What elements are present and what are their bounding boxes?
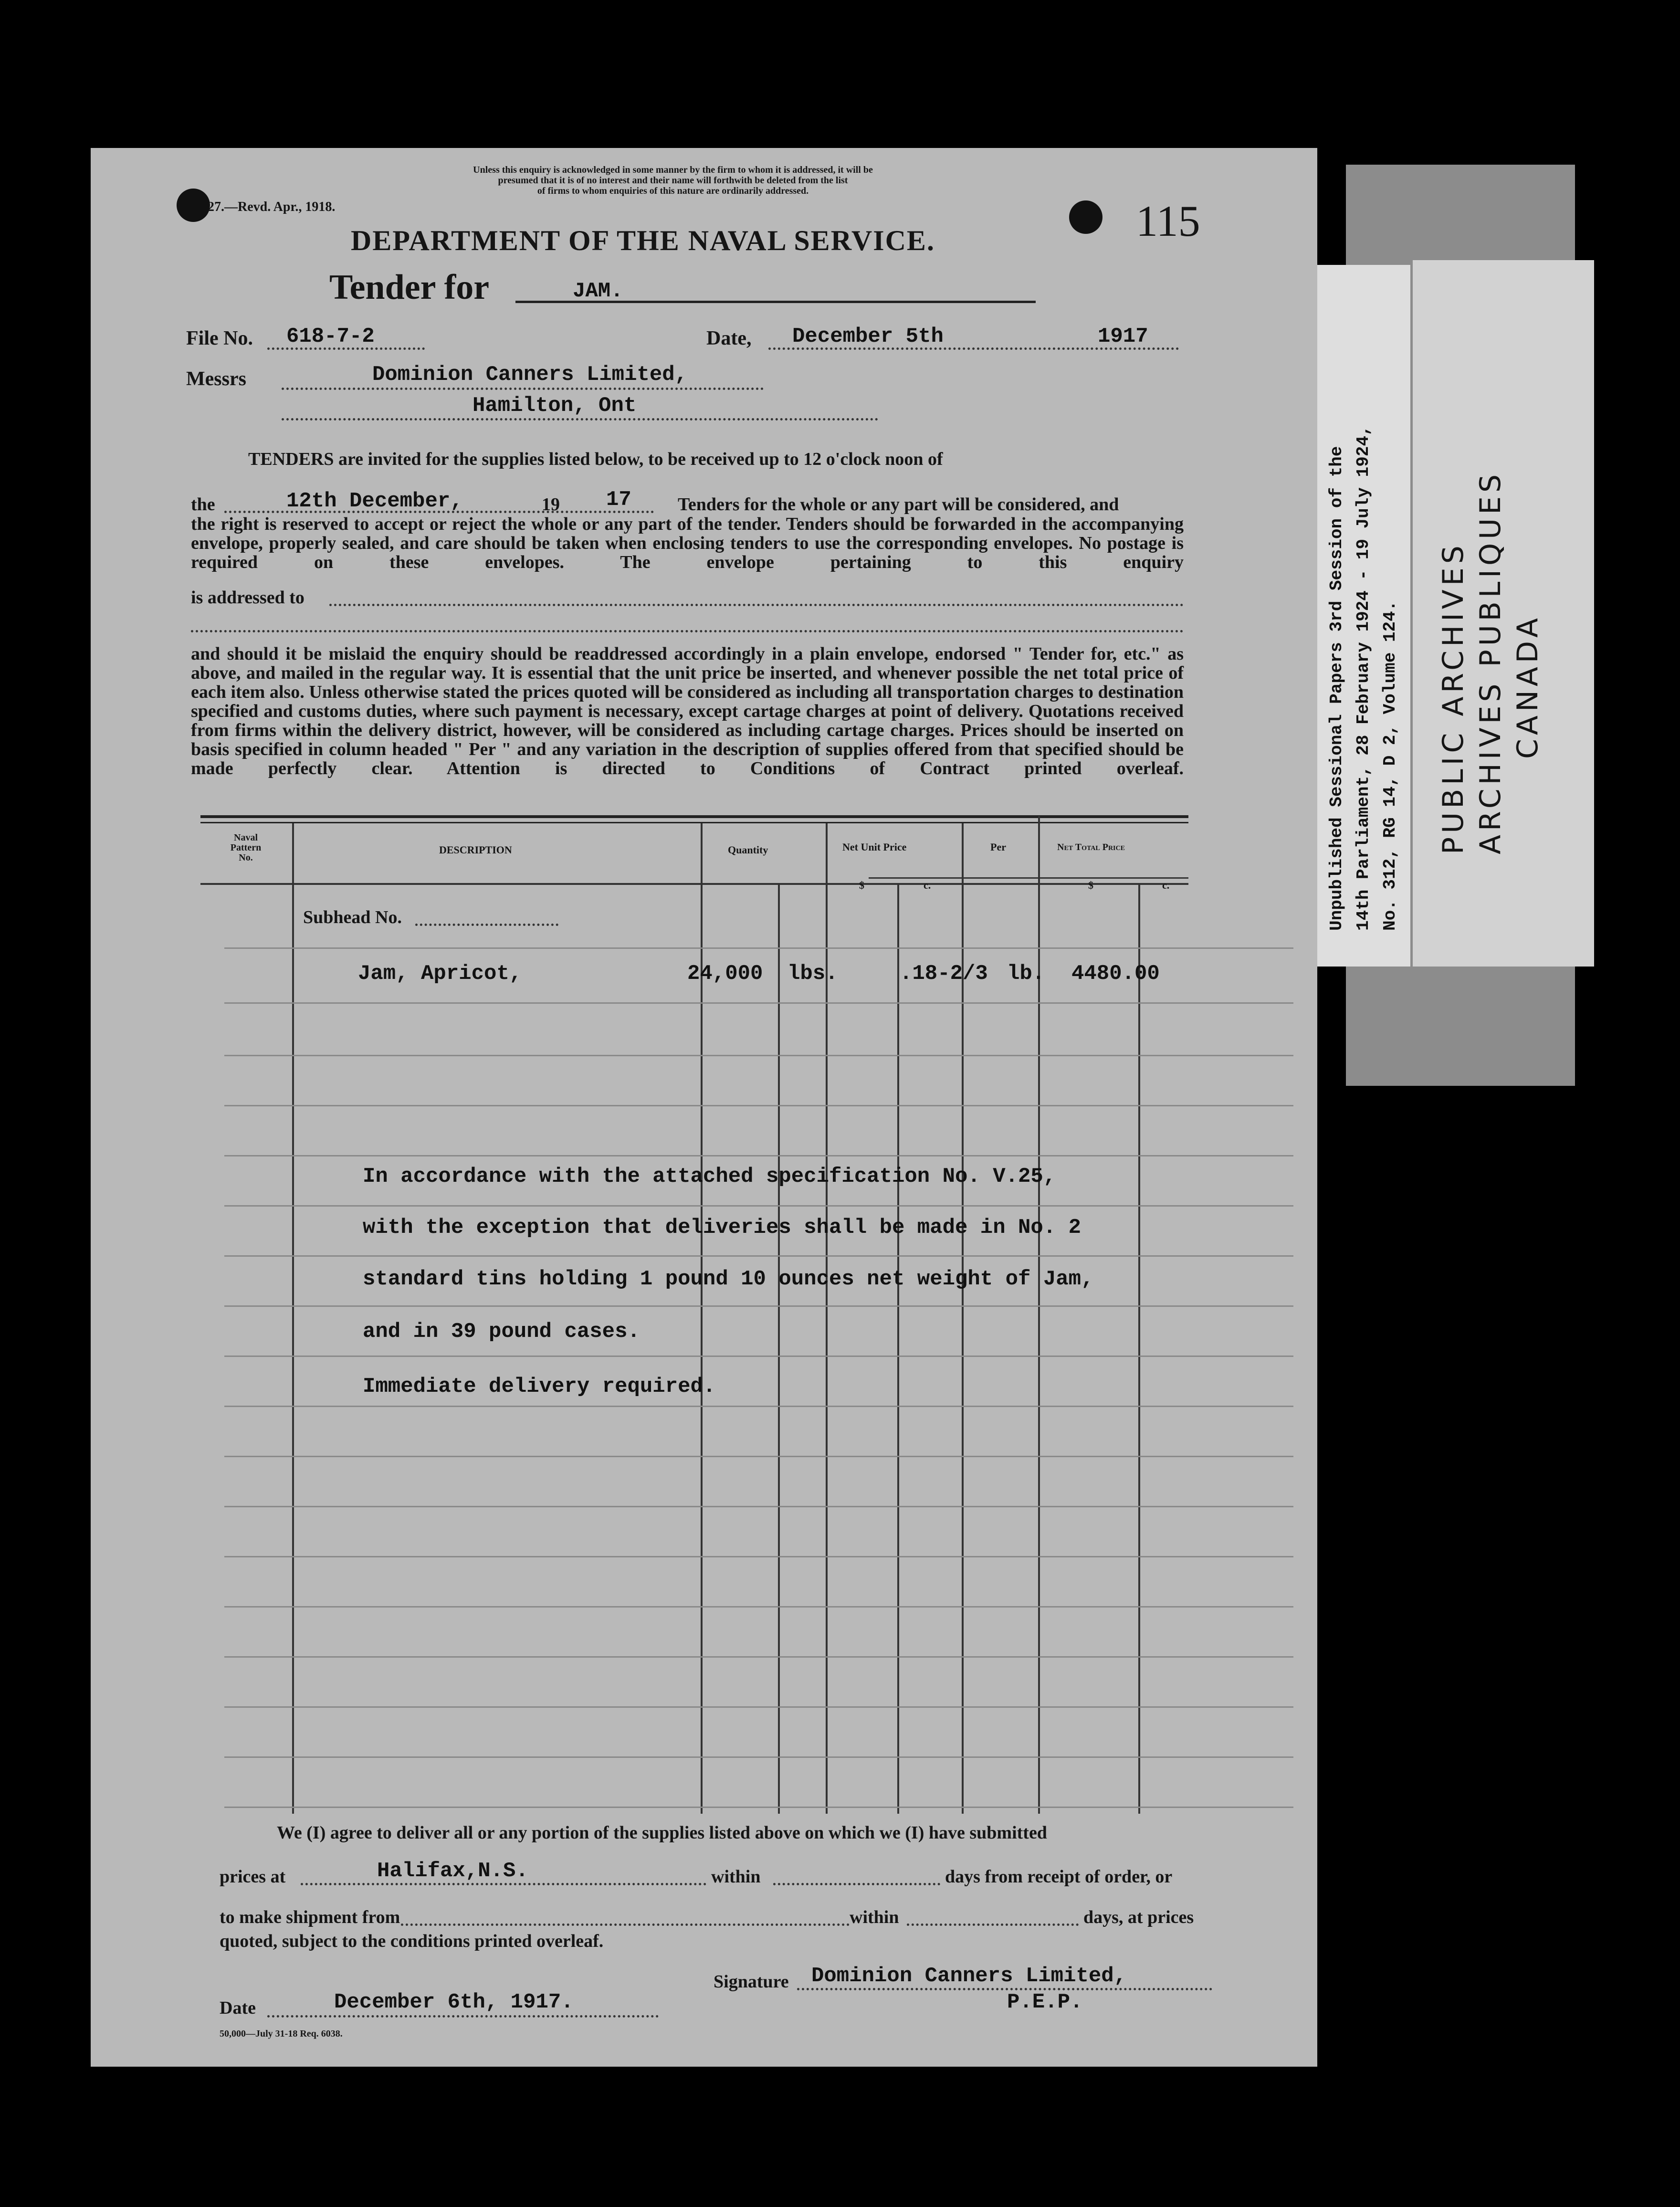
file-no-value: 618-7-2 [286, 325, 375, 348]
archive-stamp-line-1: PUBLIC ARCHIVES [1437, 542, 1470, 854]
date-value: December 5th [792, 325, 944, 348]
ruled-line [224, 1506, 1293, 1507]
messrs-value: Dominion Canners Limited, [372, 363, 688, 387]
print-code: 50,000—July 31-18 Req. 6038. [220, 2028, 343, 2039]
form-code: 27.—Revd. Apr., 1918. [208, 200, 336, 214]
messrs-label: Messrs [186, 368, 246, 390]
item-quantity: 24,000 [687, 962, 763, 986]
received-year-prefix: 19 [542, 494, 560, 515]
signature-dots [797, 1988, 1212, 1990]
agree-line: We (I) agree to deliver all or any portion of the supplies listed above on which we (I) have submitted [277, 1823, 1047, 1843]
archive-stamp-line-2: ARCHIVES PUBLIQUES [1474, 470, 1507, 854]
col-divider-naval [292, 823, 294, 1814]
ruled-line [224, 1406, 1293, 1407]
item-description: Jam, Apricot, [358, 962, 522, 986]
ruled-line [224, 1205, 1293, 1207]
shipment-label: to make shipment from [220, 1907, 400, 1927]
prices-at-label: prices at [220, 1867, 286, 1887]
ruled-line [224, 1556, 1293, 1557]
ruled-line [224, 1656, 1293, 1658]
ruled-line [224, 1105, 1293, 1106]
prices-at-dots [301, 1883, 706, 1885]
messrs-dots-2 [282, 418, 878, 420]
item-per: lb. [1007, 962, 1045, 986]
ruled-line [224, 1756, 1293, 1758]
date2-value: December 6th, 1917. [334, 1990, 574, 2014]
date-label: Date, [706, 327, 752, 349]
messrs-city: Hamilton, Ont [472, 394, 637, 418]
messrs-dots [282, 388, 764, 390]
ruled-line [224, 1356, 1293, 1357]
spec-line-2: with the exception that deliveries shall be made in No. 2 [363, 1216, 1082, 1240]
ruled-line [224, 1606, 1293, 1608]
col-header-naval-3: No. [239, 852, 253, 863]
unit-cents-mark: c. [924, 879, 931, 891]
days-prices: days, at prices [1083, 1907, 1194, 1927]
addressed-dots-1 [329, 604, 1184, 606]
tenders-line-1: TENDERS are invited for the supplies listed below, to be received up to 12 o'clock noon of [248, 449, 943, 469]
col-header-naval [203, 833, 289, 863]
punch-hole-right [1069, 200, 1102, 234]
unit-dollar-mark: $ [859, 879, 864, 891]
signature-initials: P.E.P. [1007, 1990, 1083, 2014]
subhead-label: Subhead No. [303, 907, 402, 927]
signature-value: Dominion Canners Limited, [811, 1964, 1127, 1988]
col-header-naval-1: Naval [234, 832, 258, 843]
ruled-line [224, 947, 1293, 949]
spec-line-3: standard tins holding 1 pound 10 ounces net weight of Jam, [363, 1267, 1094, 1291]
prices-at-value: Halifax,N.S. [377, 1859, 528, 1883]
subhead-dots [415, 924, 558, 926]
notice-line-2: presumed that it is of no interest and their name will forthwith be deleted from the list [498, 175, 848, 186]
item-unit-price: .18-2/3 [900, 962, 988, 986]
tenders-paragraph-1: the right is reserved to accept or reject the whole or any part of the tender. Tenders should be forwarded in the accompanying envelope, properly sealed, and care should be taken when enclosing tenders to use the corresponding envelopes. No postage is required on these envelopes. The envelope pertaining to this enquiry [191, 514, 1184, 572]
ruled-line [224, 1456, 1293, 1457]
total-dollar-mark: $ [1088, 879, 1093, 891]
quoted-line: quoted, subject to the conditions printed overleaf. [220, 1931, 604, 1951]
archive-stamp-line-3: CANADA [1511, 614, 1544, 759]
date2-label: Date [220, 1998, 256, 2018]
tender-for-value: JAM. [573, 279, 623, 303]
notice-line-3: of firms to whom enquiries of this nature are ordinarily addressed. [537, 186, 809, 196]
spec-line-4: and in 39 pound cases. [363, 1320, 640, 1344]
punch-hole-left [177, 189, 210, 222]
tender-for-label: Tender for [329, 268, 490, 307]
col-header-total: Net Total Price [1057, 842, 1125, 852]
received-date: 12th December, [286, 489, 463, 513]
within-dots-1 [773, 1883, 940, 1885]
ruled-line [224, 1055, 1293, 1056]
table-subheader-rule [869, 877, 1188, 879]
col-divider-qty [778, 883, 780, 1814]
archive-label-line-1: Unpublished Sessional Papers 3rd Session of the [1327, 446, 1346, 931]
ruled-line [224, 1706, 1293, 1708]
ruled-line [224, 1255, 1293, 1257]
item-qty-unit: lbs. [788, 962, 838, 986]
archive-label-line-2: 14th Parliament, 28 February 1924 - 19 July 1924, [1354, 425, 1373, 931]
archive-label-line-3: No. 312, RG 14, D 2, Volume 124. [1380, 600, 1400, 931]
received-year-suffix: 17 [606, 488, 631, 512]
date2-dots [267, 2015, 659, 2018]
tenders-paragraph-2: and should it be mislaid the enquiry should be readdressed accordingly in a plain envelope, endorsed " Tender for, etc." as above, and mailed in the regular way. It is essential that the unit price be inserted, and whenever possible the net total price of each item also. Unless otherwise stated the prices quoted will be considered as including all transportation charges to destination specified and customs duties, where such payment is necessary, except cartage charges at point of delivery. Quotations received from firms within the delivery district, however, will be considered as including cartage charges. Prices should be inserted on basis specified in column headed " Per " and any variation in the description of supplies offered from that specified should be made perfectly clear. Attention is directed to Conditions of Contract printed overleaf. [191, 644, 1184, 778]
days-receipt: days from receipt of order, or [945, 1867, 1173, 1887]
item-total: 4480.00 [1071, 962, 1160, 986]
col-header-unit-price: Net Unit Price [842, 841, 907, 853]
ruled-line [224, 1155, 1293, 1156]
tenders-line-2-tail: Tenders for the whole or any part will be considered, and [678, 494, 1119, 515]
ruled-line [224, 1002, 1293, 1004]
within-dots-2 [907, 1923, 1079, 1926]
within-label-1: within [711, 1867, 761, 1887]
shipment-dots [401, 1923, 850, 1926]
department-title: DEPARTMENT OF THE NAVAL SERVICE. [351, 225, 935, 256]
col-header-per: Per [990, 841, 1006, 853]
spec-line-1: In accordance with the attached specification No. V.25, [363, 1165, 1056, 1188]
signature-label: Signature [714, 1972, 789, 1992]
the-label: the [191, 494, 215, 515]
ruled-line [224, 1807, 1293, 1808]
col-divider-unit-cents [897, 883, 899, 1814]
col-header-quantity: Quantity [728, 844, 768, 856]
within-label-2: within [850, 1907, 899, 1927]
table-top-rule-2 [200, 822, 1188, 823]
notice-line-1: Unless this enquiry is acknowledged in some manner by the firm to whom it is addressed, it will be [473, 165, 873, 175]
tender-form [91, 148, 1317, 2067]
total-cents-mark: c. [1162, 879, 1170, 891]
date-year: 1917 [1098, 325, 1148, 348]
addressed-dots-2 [191, 630, 1184, 632]
table-header-rule [200, 883, 1188, 885]
col-header-description: DESCRIPTION [439, 844, 512, 856]
addressed-label: is addressed to [191, 588, 304, 608]
enquiry-notice [258, 165, 1088, 196]
page-number: 115 [1136, 197, 1200, 245]
file-no-label: File No. [186, 327, 253, 349]
col-header-naval-2: Pattern [230, 842, 262, 853]
ruled-line [224, 1305, 1293, 1307]
spec-line-5: Immediate delivery required. [363, 1375, 716, 1398]
table-top-rule [200, 815, 1188, 818]
col-divider-total-cents [1138, 883, 1140, 1814]
